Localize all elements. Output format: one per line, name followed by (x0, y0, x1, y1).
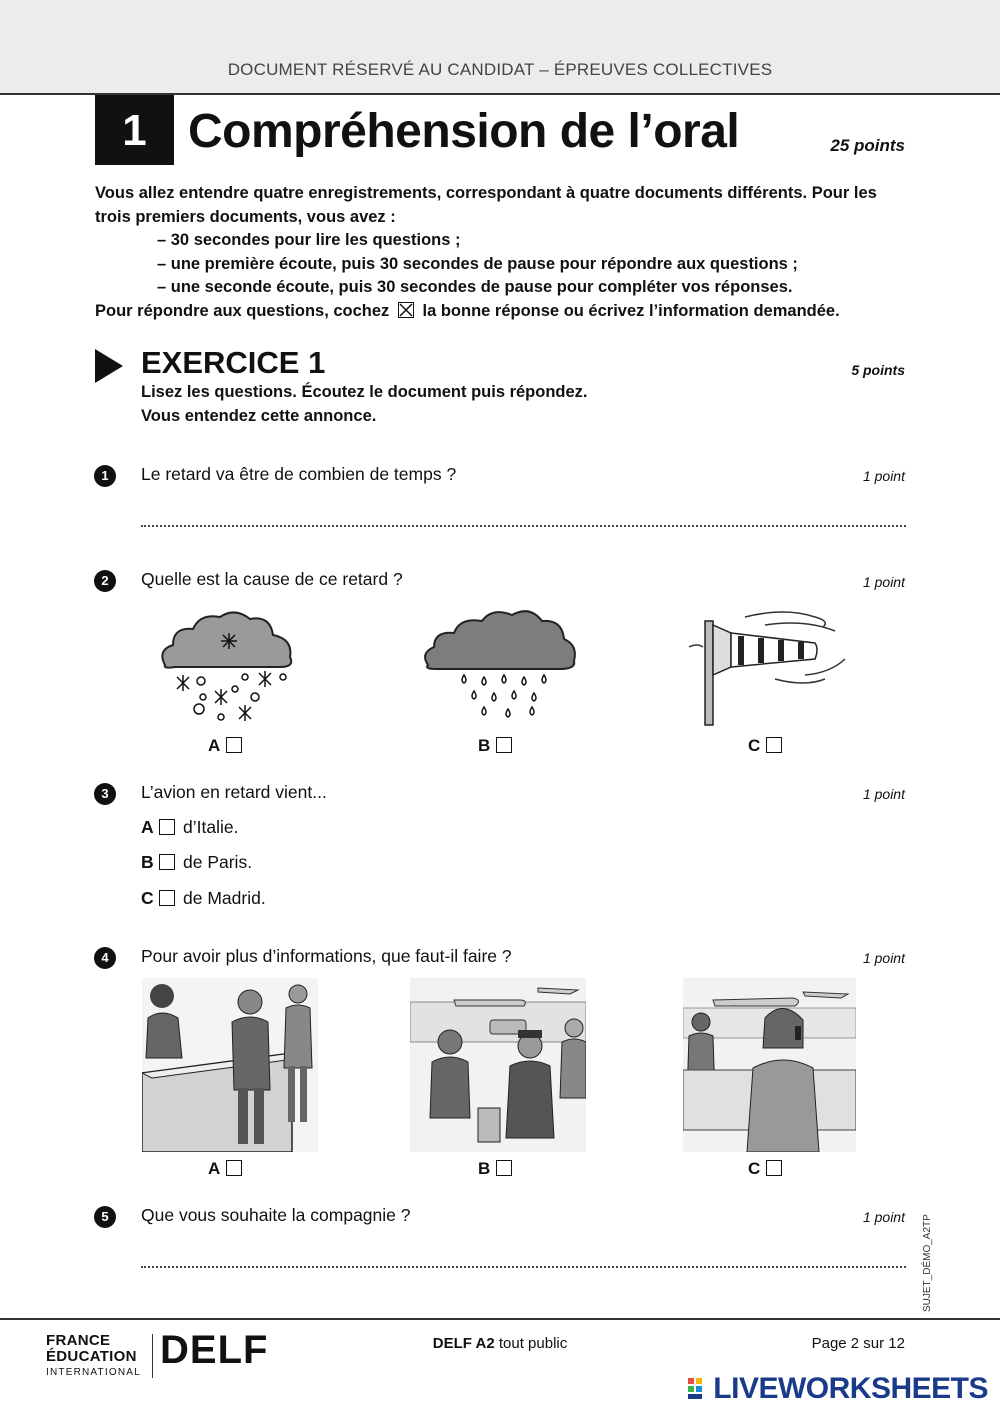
answer-line[interactable] (141, 1266, 906, 1268)
section-number: 1 (95, 95, 174, 165)
question-text: Que vous souhaite la compagnie ? (141, 1205, 411, 1225)
option-c[interactable]: C de Madrid. (141, 888, 266, 908)
delf-logo: DELF (160, 1328, 269, 1372)
checkbox[interactable] (226, 737, 242, 753)
question-number: 1 (94, 465, 116, 487)
checkbox[interactable] (226, 1160, 242, 1176)
question-text: L’avion en retard vient... (141, 782, 327, 802)
intro-final: Pour répondre aux questions, cochez la bonne réponse ou écrivez l’information demandée. (95, 301, 840, 320)
exercise-title: EXERCICE 1 (141, 345, 326, 380)
answer-line[interactable] (141, 525, 906, 527)
checkbox[interactable] (496, 737, 512, 753)
snow-cloud-icon (155, 605, 300, 725)
intro-line: Vous allez entendre quatre enregistrements, correspondant à quatre documents différents. Pour les trois premiers documents, vous avez : (95, 184, 877, 226)
question-points: 1 point (862, 1209, 905, 1225)
question-points: 1 point (862, 574, 905, 590)
question-points: 1 point (862, 950, 905, 966)
page-number: Page 2 sur 12 (811, 1335, 905, 1352)
question-points: 1 point (862, 786, 905, 802)
checkbox[interactable] (496, 1160, 512, 1176)
question-text: Pour avoir plus d’informations, que faut-il faire ? (141, 946, 512, 966)
question-number: 5 (94, 1206, 116, 1228)
option-a-label[interactable]: A (208, 1159, 242, 1179)
rain-cloud-icon (420, 605, 580, 725)
intro-bullet: – une seconde écoute, puis 30 secondes de pause pour compléter vos réponses. (157, 278, 793, 296)
option-c-label[interactable]: C (748, 1159, 782, 1179)
question-number: 2 (94, 570, 116, 592)
question-text: Le retard va être de combien de temps ? (141, 464, 457, 484)
option-c-label[interactable]: C (748, 736, 782, 756)
checkbox[interactable] (159, 819, 175, 835)
section-title: Compréhension de l’oral (188, 105, 740, 158)
ask-staff-illustration (410, 978, 586, 1152)
intro-instructions (95, 182, 907, 323)
question-number: 4 (94, 947, 116, 969)
intro-bullet: – 30 secondes pour lire les questions ; (157, 231, 461, 249)
section-points: 25 points (830, 136, 905, 155)
airport-desk-illustration (142, 978, 318, 1152)
option-b-label[interactable]: B (478, 1159, 512, 1179)
phone-call-illustration (683, 978, 856, 1152)
option-a-label[interactable]: A (208, 736, 242, 756)
exercise-instructions: Lisez les questions. Écoutez le document puis répondez. Vous entendez cette annonce. (141, 383, 588, 425)
intro-bullet: – une première écoute, puis 30 secondes de pause pour répondre aux questions ; (157, 254, 798, 273)
header-text: DOCUMENT RÉSERVÉ AU CANDIDAT – ÉPREUVES COLLECTIVES (227, 60, 773, 79)
question-points: 1 point (862, 468, 905, 484)
footer-rule (0, 1318, 1000, 1320)
option-b-label[interactable]: B (478, 736, 512, 756)
france-education-logo: FRANCE ÉDUCATION INTERNATIONAL (46, 1332, 141, 1378)
checkbox[interactable] (766, 1160, 782, 1176)
checkbox[interactable] (766, 737, 782, 753)
checked-box-icon (398, 302, 414, 318)
option-a[interactable]: A d’Italie. (141, 817, 239, 837)
checkbox[interactable] (159, 890, 175, 906)
liveworksheets-watermark: LIVEWORKSHEETS (688, 1372, 988, 1406)
question-text: Quelle est la cause de ce retard ? (141, 569, 403, 589)
document-code: SUJET_DÉMO_A2TP (922, 1214, 933, 1312)
question-number: 3 (94, 783, 116, 805)
liveworksheets-logo-icon (688, 1376, 710, 1400)
footer-exam-name: DELF A2 tout public (432, 1335, 568, 1352)
checkbox[interactable] (159, 854, 175, 870)
header-band (0, 0, 1000, 95)
option-b[interactable]: B de Paris. (141, 852, 253, 872)
play-arrow-icon (95, 349, 123, 383)
exercise-points: 5 points (851, 362, 905, 378)
windsock-icon (685, 603, 850, 727)
